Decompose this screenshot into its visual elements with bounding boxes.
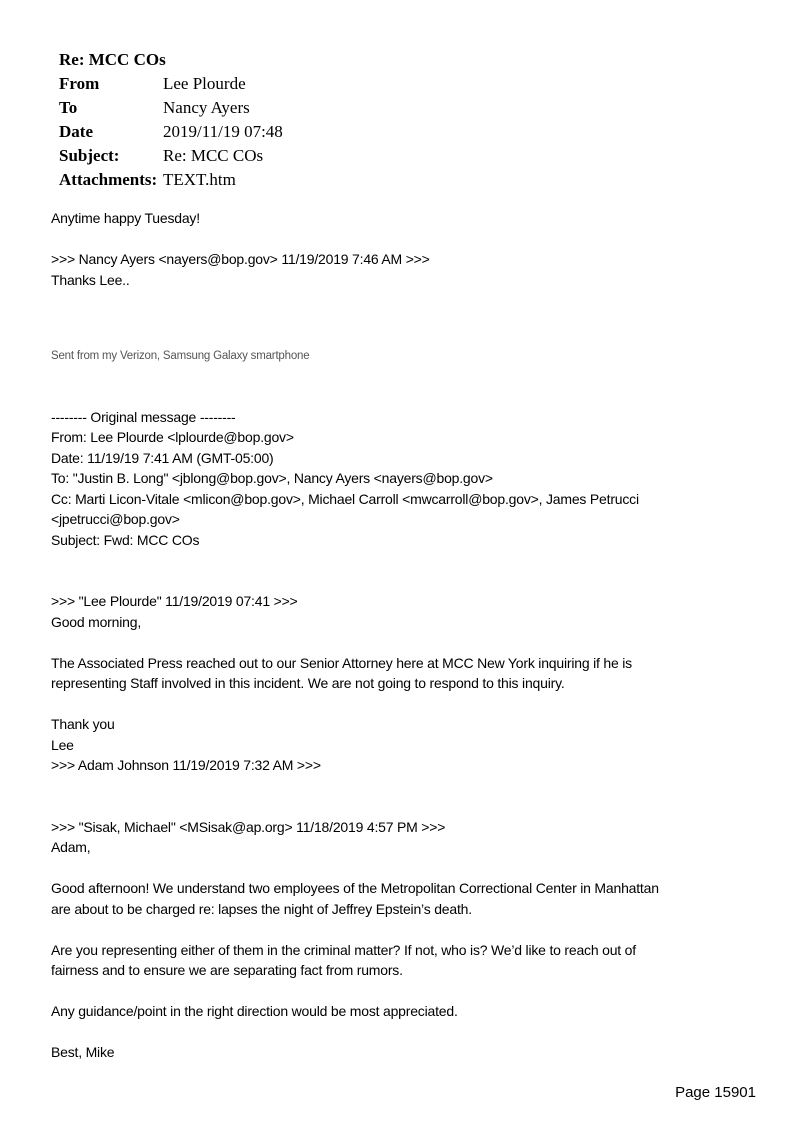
quote-text-thanks: Thanks Lee.. xyxy=(51,271,130,288)
mobile-signature: Sent from my Verizon, Samsung Galaxy smartphone xyxy=(51,350,310,362)
date-label: Date xyxy=(59,122,93,141)
paragraph-ap-line2: representing Staff involved in this incident. We are not going to respond to this inquiry. xyxy=(51,675,565,691)
closing: Best, Mike xyxy=(51,1044,115,1060)
quote-header-nancy: >>> Nancy Ayers <nayers@bop.gov> 11/19/2019 7:46 AM >>> xyxy=(51,251,430,267)
reply-text: Anytime happy Tuesday! xyxy=(51,210,200,226)
subject-label: Subject: xyxy=(59,146,120,165)
original-date: Date: 11/19/19 7:41 AM (GMT-05:00) xyxy=(51,449,274,466)
quote-header-sisak: >>> "Sisak, Michael" <MSisak@ap.org> 11/18/2019 4:57 PM >>> xyxy=(51,818,446,835)
salutation: Adam, xyxy=(51,839,91,855)
header-subject-line: Re: MCC COs xyxy=(59,50,166,69)
paragraph-ap-line1: The Associated Press reached out to our Senior Attorney here at MCC New York inquiring if he is xyxy=(51,654,632,671)
sign-name: Lee xyxy=(51,736,74,753)
original-cc: Cc: Marti Licon-Vitale <mlicon@bop.gov>, Michael Carroll <mwcarroll@bop.gov>, James Petrucci xyxy=(51,490,639,507)
attachments-label: Attachments: xyxy=(59,170,158,189)
to-value: Nancy Ayers xyxy=(163,98,250,117)
from-label: From xyxy=(59,74,100,93)
paragraph-employees-line2: are about to be charged re: lapses the night of Jeffrey Epstein’s death. xyxy=(51,900,472,917)
original-from: From: Lee Plourde <lplourde@bop.gov> xyxy=(51,429,294,445)
email-body xyxy=(51,208,771,1063)
paragraph-employees-line1: Good afternoon! We understand two employees of the Metropolitan Correctional Center in Manhattan xyxy=(51,880,659,896)
greeting: Good morning, xyxy=(51,613,142,630)
quote-header-lee: >>> "Lee Plourde" 11/19/2019 07:41 >>> xyxy=(51,593,298,609)
paragraph-question-line1: Are you representing either of them in the criminal matter? If not, who is? We’d like to reach out of xyxy=(51,941,636,958)
original-cc-cont: <jpetrucci@bop.gov> xyxy=(51,511,180,527)
original-message-divider: -------- Original message -------- xyxy=(51,408,236,425)
paragraph-guidance: Any guidance/point in the right direction would be most appreciated. xyxy=(51,1003,458,1019)
date-value: 2019/11/19 07:48 xyxy=(163,122,283,141)
subject-value: Re: MCC COs xyxy=(163,146,264,165)
original-subject: Subject: Fwd: MCC COs xyxy=(51,531,200,548)
paragraph-question-line2: fairness and to ensure we are separating fact from rumors. xyxy=(51,962,403,978)
from-value: Lee Plourde xyxy=(163,74,246,93)
quote-header-adam: >>> Adam Johnson 11/19/2019 7:32 AM >>> xyxy=(51,757,321,773)
thanks-line: Thank you xyxy=(51,716,115,732)
original-to: To: "Justin B. Long" <jblong@bop.gov>, Nancy Ayers <nayers@bop.gov> xyxy=(51,470,493,486)
page-number: Page 15901 xyxy=(675,1084,756,1101)
to-label: To xyxy=(59,98,78,117)
attachments-value: TEXT.htm xyxy=(163,170,236,189)
